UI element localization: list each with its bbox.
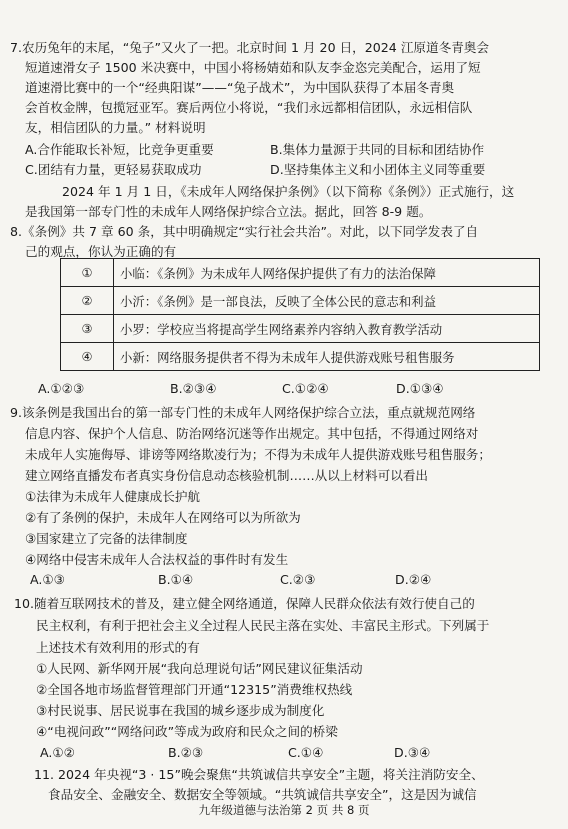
q10-option-a: A.①②	[40, 745, 75, 760]
q10-statement-4: ④“电视问政”“网络问政”等成为政府和民众之间的桥梁	[36, 724, 338, 739]
q9-statement-2: ②有了条例的保护，未成年人在网络可以为所欲为	[25, 510, 301, 525]
viewpoint-number: ①	[61, 259, 114, 287]
intro-line-1: 2024 年 1 月 1 日，《未成年人网络保护条例》（以下简称《条例》）正式施行，这	[62, 184, 515, 199]
q9-option-a: A.①③	[30, 572, 65, 587]
page-footer: 九年级道德与法治第 2 页 共 8 页	[198, 803, 370, 817]
table-row	[61, 315, 540, 343]
table-row	[61, 259, 540, 287]
q7-option-d: D.坚持集体主义和小团体主义同等重要	[270, 162, 486, 177]
q9-option-b: B.①④	[158, 572, 194, 587]
q7-line-2: 短道速滑女子 1500 米决赛中，中国小将杨婧茹和队友李金恣完美配合，运用了短	[25, 60, 481, 75]
table-row	[61, 287, 540, 315]
viewpoint-text: 小沂：《条例》是一部良法，反映了全体公民的意志和利益	[114, 287, 540, 315]
q7-line-4: 会首枚金牌，包揽冠亚军。赛后两位小将说，“我们永远都相信团队，永远相信队	[25, 100, 473, 115]
q8-line-2: 己的观点，你认为正确的有	[25, 244, 177, 259]
viewpoint-number: ④	[61, 343, 114, 371]
intro-line-2: 是我国第一部专门性的未成年人网络保护综合立法。据此，回答 8-9 题。	[25, 204, 432, 219]
q11-line-1: 11. 2024 年央视“3 · 15”晚会聚焦“共筑诚信共享安全”主题，将关注消防安全、	[34, 767, 484, 782]
q10-line-3: 上述技术有效利用的形式的有	[36, 640, 200, 655]
q9-line-4: 建立网络直播发布者真实身份信息动态核验机制……从以上材料可以看出	[25, 468, 428, 483]
table-row	[61, 343, 540, 371]
viewpoint-number: ②	[61, 287, 114, 315]
q9-option-d: D.②④	[395, 572, 432, 587]
q9-option-c: C.②③	[280, 572, 316, 587]
q7-option-b: B.集体力量源于共同的目标和团结协作	[270, 142, 485, 157]
q8-option-d: D.①③④	[396, 381, 444, 396]
viewpoint-text: 小新：网络服务提供者不得为未成年人提供游戏账号租售服务	[114, 343, 540, 371]
q8-option-c: C.①②④	[282, 381, 329, 396]
q10-statement-2: ②全国各地市场监督管理部门开通“12315”消费维权热线	[36, 682, 353, 697]
q10-line-1: 10.随着互联网技术的普及，建立健全网络通道，保障人民群众依法有效行使自己的	[14, 596, 475, 611]
viewpoint-text: 小罗：学校应当将提高学生网络素养内容纳入教育教学活动	[114, 315, 540, 343]
q10-statement-3: ③村民说事、居民说事在我国的城乡逐步成为制度化	[36, 703, 325, 718]
q10-line-2: 民主权利，有利于把社会主义全过程人民民主落在实处、丰富民主形式。下列属于	[36, 618, 490, 633]
q10-statement-1: ①人民网、新华网开展“我向总理说句话”网民建议征集活动	[36, 661, 363, 676]
q7-option-c: C.团结有力量，更轻易获取成功	[25, 162, 202, 177]
q8-line-1: 8.《条例》共 7 章 60 条，其中明确规定“实行社会共治”。对此，以下同学发表了自	[10, 224, 479, 239]
q8-option-b: B.②③④	[170, 381, 217, 396]
q9-line-3: 未成年人实施侮辱、诽谤等网络欺凌行为；不得为未成年人提供游戏账号租售服务；	[25, 447, 491, 462]
q11-line-2: 食品安全、金融安全、数据安全等领域。“共筑诚信共享安全”，这是因为诚信	[48, 787, 477, 802]
viewpoint-text: 小临：《条例》为未成年人网络保护提供了有力的法治保障	[114, 259, 540, 287]
q7-line-5: 友，相信团队的力量。” 材料说明	[25, 120, 206, 135]
q8-option-a: A.①②③	[38, 381, 85, 396]
q9-line-2: 信息内容、保护个人信息、防治网络沉迷等作出规定。其中包括，不得通过网络对	[25, 426, 479, 441]
q9-line-1: 9.该条例是我国出台的第一部专门性的未成年人网络保护综合立法，重点就规范网络	[10, 405, 476, 420]
q7-line-3: 道速滑比赛中的一个“经典阳谋”——“兔子战术”，为中国队获得了本届冬青奥	[25, 80, 455, 95]
q7-option-a: A.合作能取长补短，比竞争更重要	[25, 142, 214, 157]
q8-viewpoints-table	[60, 258, 540, 371]
q10-option-d: D.③④	[394, 745, 431, 760]
q9-statement-3: ③国家建立了完备的法律制度	[25, 531, 188, 546]
viewpoint-number: ③	[61, 315, 114, 343]
q10-option-b: B.②③	[168, 745, 204, 760]
q7-line-1: 7.农历兔年的末尾，“兔子”又火了一把。北京时间 1 月 20 日，2024 江原道冬青奥会	[10, 40, 489, 55]
q9-statement-1: ①法律为未成年人健康成长护航	[25, 489, 201, 504]
q9-statement-4: ④网络中侵害未成年人合法权益的事件时有发生	[25, 552, 289, 567]
q10-option-c: C.①④	[288, 745, 324, 760]
